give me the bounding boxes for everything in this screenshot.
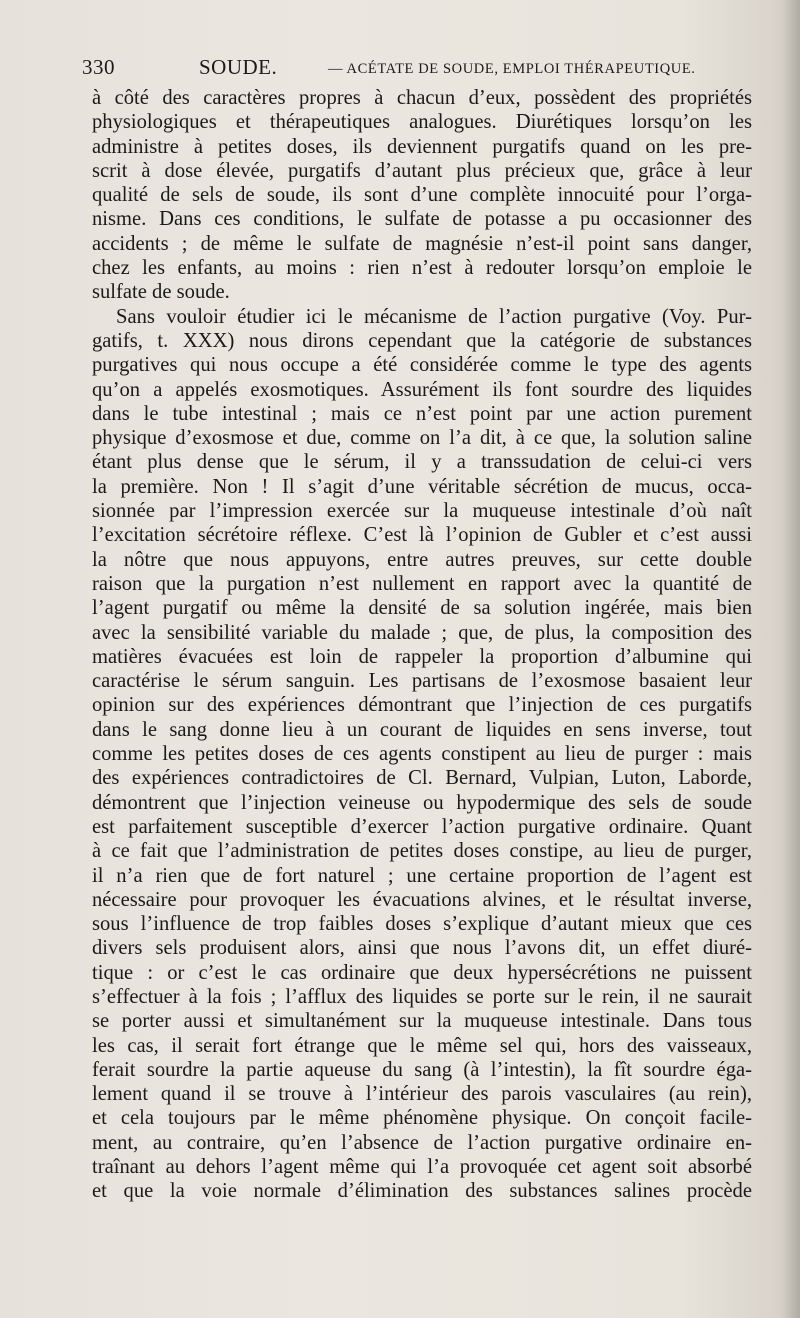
text-line: scrit à dose élevée, purgatifs d’autant plus précieux que, grâce à leur xyxy=(92,159,752,182)
text-line: administre à petites doses, ils deviennent purgatifs quand on les pre- xyxy=(92,135,752,158)
text-line: traînant au dehors l’agent même qui l’a provoquée cet agent soit absorbé xyxy=(92,1156,752,1179)
text-line: sionnée par l’impression exercée sur la muqueuse intestinale d’où naît xyxy=(92,500,752,523)
text-line: s’effectuer à la fois ; l’afflux des liquides se porte sur le rein, il ne saurait xyxy=(92,985,752,1008)
page-gutter-shadow xyxy=(782,0,800,1318)
paragraph-first-line: Sans vouloir étudier ici le mécanisme de l’action purgative (Voy. Pur- xyxy=(116,305,752,328)
text-line: raison que la purgation n’est nullement en rapport avec la quantité de xyxy=(92,572,752,595)
body-text xyxy=(92,86,752,1204)
text-line: nécessaire pour provoquer les évacuations alvines, et le résultat inverse, xyxy=(92,888,752,911)
text-line: qualité de sels de soude, ils sont d’une complète innocuité pour l’orga- xyxy=(92,184,752,207)
text-line: gatifs, t. XXX) nous dirons cependant que la catégorie de substances xyxy=(92,329,752,352)
text-line: chez les enfants, au moins : rien n’est à redouter lorsqu’on emploie le xyxy=(92,257,752,280)
text-line: à ce fait que l’administration de petites doses constipe, au lieu de purger, xyxy=(92,840,752,863)
text-line: dans le sang donne lieu à un courant de liquides en sens inverse, tout xyxy=(92,718,752,741)
text-line: nisme. Dans ces conditions, le sulfate de potasse a pu occasionner des xyxy=(92,208,752,231)
text-line: la nôtre que nous appuyons, entre autres preuves, sur cette double xyxy=(92,548,752,571)
text-line: la première. Non ! Il s’agit d’une véritable sécrétion de mucus, occa- xyxy=(92,475,752,498)
text-line: opinion sur des expériences démontrant que l’injection de ces purgatifs xyxy=(92,694,752,717)
text-line: qu’on a appelés exosmotiques. Assurément ils font sourdre des liquides xyxy=(92,378,752,401)
text-line: physiologiques et thérapeutiques analogues. Diurétiques lorsqu’on les xyxy=(92,111,752,134)
text-line: les cas, il serait fort étrange que le même sel qui, hors des vaisseaux, xyxy=(92,1034,752,1057)
text-line: se porter aussi et simultanément sur la muqueuse intestinale. Dans tous xyxy=(92,1010,752,1033)
text-line: il n’a rien que de fort naturel ; une certaine proportion de l’agent est xyxy=(92,864,752,887)
text-line: est parfaitement susceptible d’exercer l’action purgative ordinaire. Quant xyxy=(92,815,752,838)
text-line: physique d’exosmose et due, comme on l’a dit, à ce que, la solution saline xyxy=(92,427,752,450)
text-line: sulfate de soude. xyxy=(92,281,230,304)
text-line: caractérise le sérum sanguin. Les partisans de l’exosmose basaient leur xyxy=(92,670,752,693)
text-line: divers sels produisent alors, ainsi que nous l’avons dit, un effet diuré- xyxy=(92,937,752,960)
text-line: et que la voie normale d’élimination des substances salines procède xyxy=(92,1180,752,1203)
text-line: démontrent que l’injection veineuse ou hypodermique des sels de soude xyxy=(92,791,752,814)
text-line: étant plus dense que le sérum, il y a transsudation de celui-ci vers xyxy=(92,451,752,474)
text-line: avec la sensibilité variable du malade ; que, de plus, la composition des xyxy=(92,621,752,644)
text-line: l’excitation sécrétoire réflexe. C’est là l’opinion de Gubler et c’est aussi xyxy=(92,524,752,547)
text-line: sous l’influence de trop faibles doses s’explique d’autant mieux que ces xyxy=(92,913,752,936)
running-subtitle: — ACÉTATE DE SOUDE, EMPLOI THÉRAPEUTIQUE. xyxy=(328,61,696,77)
text-line: des expériences contradictoires de Cl. Bernard, Vulpian, Luton, Laborde, xyxy=(92,767,752,790)
running-title: SOUDE. xyxy=(199,55,278,79)
text-line: comme les petites doses de ces agents constipent au lieu de purger : mais xyxy=(92,743,752,766)
page-number: 330 xyxy=(82,55,115,79)
text-line: à côté des caractères propres à chacun d’eux, possèdent des propriétés xyxy=(92,87,752,109)
text-line: dans le tube intestinal ; mais ce n’est point par une action purement xyxy=(92,402,752,425)
text-line: lement quand il se trouve à l’intérieur des parois vasculaires (au rein), xyxy=(92,1083,752,1106)
text-line: l’agent purgatif ou même la densité de sa solution ingérée, mais bien xyxy=(92,597,752,620)
text-line: purgatives qui nous occupe a été considérée comme le type des agents xyxy=(92,354,752,377)
text-line: ferait sourdre la partie aqueuse du sang (à l’intestin), la fît sourdre éga- xyxy=(92,1058,752,1081)
text-line: et cela toujours par le même phénomène physique. On conçoit facile- xyxy=(92,1107,752,1130)
text-line: matières évacuées est loin de rappeler la proportion d’albumine qui xyxy=(92,645,752,668)
text-line: ment, au contraire, qu’en l’absence de l’action purgative ordinaire en- xyxy=(92,1131,752,1154)
text-line: accidents ; de même le sulfate de magnésie n’est-il point sans danger, xyxy=(92,232,752,255)
running-header xyxy=(82,52,762,82)
text-line: tique : or c’est le cas ordinaire que deux hypersécrétions ne puissent xyxy=(92,961,752,984)
